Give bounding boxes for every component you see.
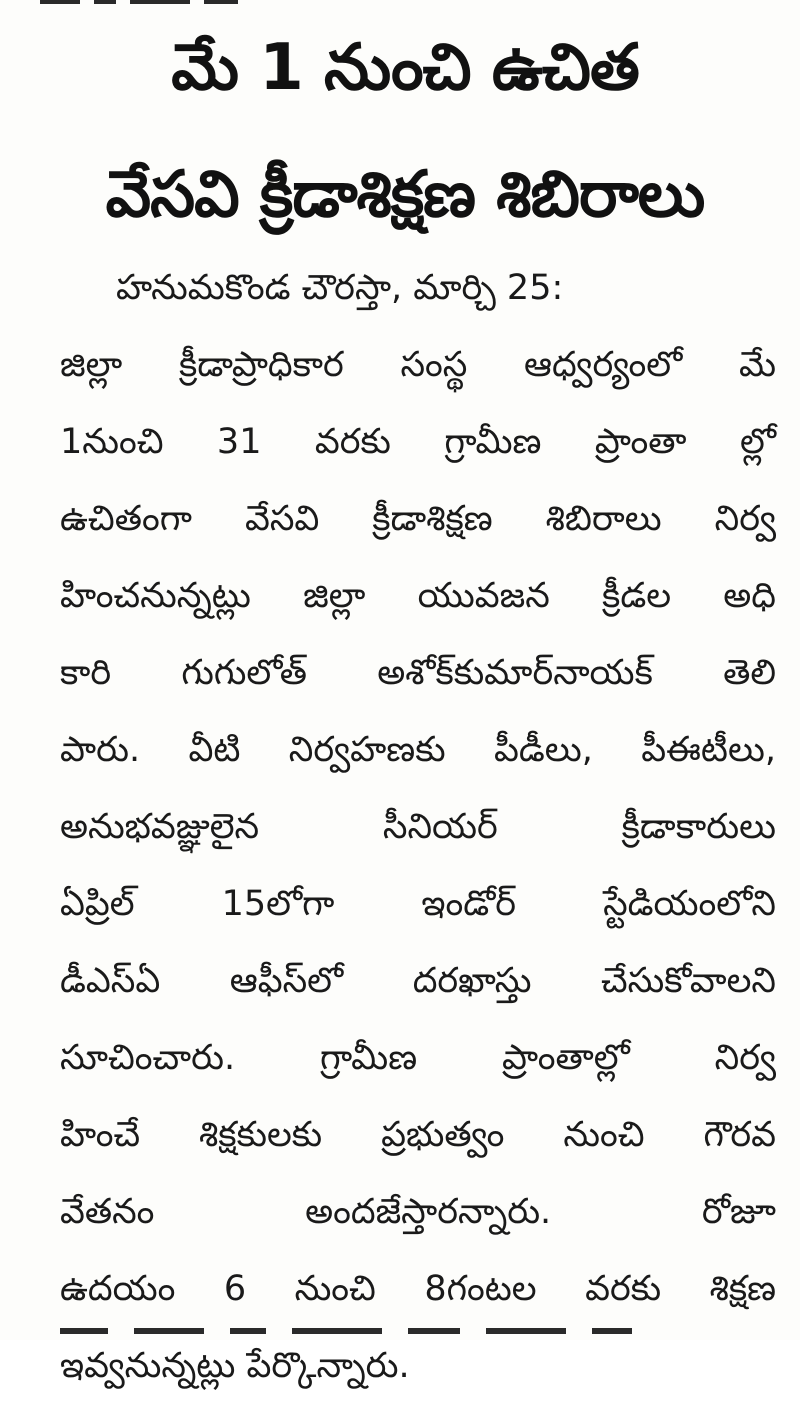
body-line: ఏప్రిల్ 15లోగా ఇండోర్ స్టేడియంలోని: [60, 884, 776, 924]
body-line: పారు. వీటి నిర్వహణకు పీడీలు, పీఈటీలు,: [60, 730, 776, 770]
body-line: 1నుంచి 31 వరకు గ్రామీణ ప్రాంతా ల్లో: [60, 422, 776, 462]
body-line: హించనున్నట్లు జిల్లా యువజన క్రీడల అధి: [60, 576, 776, 616]
body-line: కారి గుగులోత్ అశోక్‌కుమార్‌నాయక్ తెలి: [60, 653, 776, 693]
body-line: అనుభవజ్ఞులైన సీనియర్ క్రీడాకారులు: [60, 807, 776, 847]
article-body: [60, 250, 776, 1405]
body-line: వేతనం అందజేస్తారన్నారు. రోజూ: [60, 1192, 776, 1232]
body-line: ఉచితంగా వేసవి క్రీడాశిక్షణ శిబిరాలు నిర్వ: [60, 499, 776, 539]
body-line: ఇవ్వనున్నట్లు పేర్కొన్నారు.: [60, 1346, 410, 1386]
cropped-next-text: [60, 1328, 760, 1340]
body-line: సూచించారు. గ్రామీణ ప్రాంతాల్లో నిర్వ: [60, 1038, 776, 1078]
cropped-previous-text: [40, 0, 370, 10]
body-line: డీఎస్‌ఏ ఆఫీస్‌లో దరఖాస్తు చేసుకోవాలని: [60, 961, 776, 1001]
body-line: ఉదయం 6 నుంచి 8గంటల వరకు శిక్షణ: [60, 1269, 776, 1309]
headline-line-2: వేసవి క్రీడాశిక్షణ శిబిరాలు: [105, 158, 705, 232]
body-line: హనుమకొండ చౌరస్తా, మార్చి 25:: [116, 268, 564, 308]
body-line: హించే శిక్షకులకు ప్రభుత్వం నుంచి గౌరవ: [60, 1115, 776, 1155]
body-line: జిల్లా క్రీడాప్రాధికార సంస్థ ఆధ్వర్యంలో మే: [60, 345, 776, 385]
headline-line-1: మే 1 నుంచి ఉచిత: [171, 31, 639, 105]
